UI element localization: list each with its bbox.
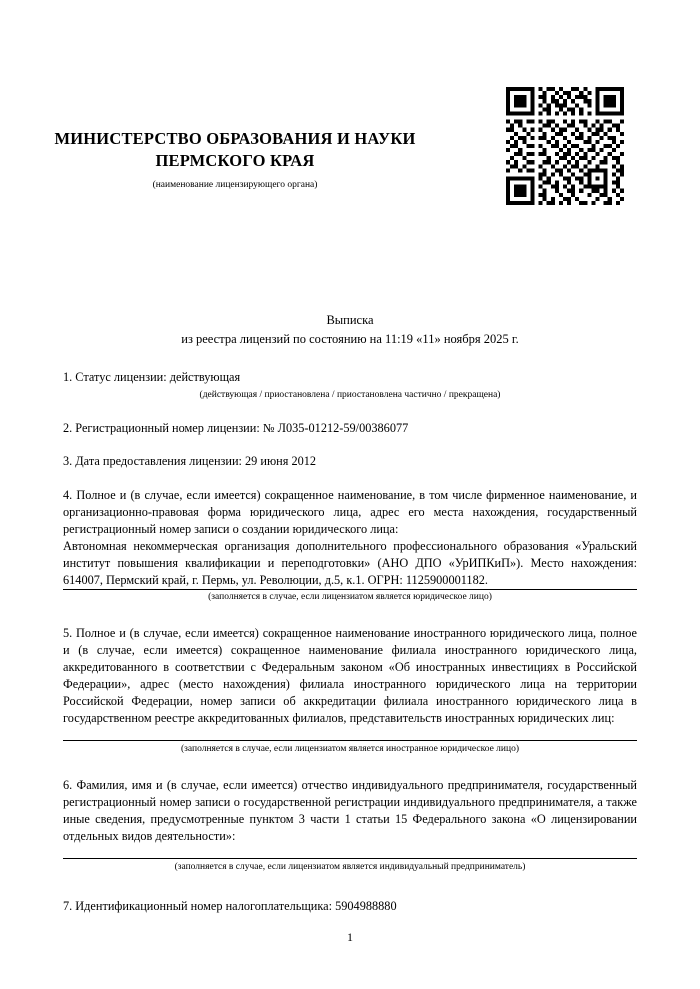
item-4-value: Автономная некоммерческая организация дополнительного профессионального образования «Уральский институт повышения квалификации и переподготовки» (АНО ДПО «УрИПКиП»). Место нахождения: 614007, Пермский край, г. Пермь, ул. Революции, д.5, к.1. ОГРН: 1125900001182. [63, 539, 637, 587]
item-5-divider [63, 740, 637, 741]
qr-code-svg [506, 87, 624, 205]
document-title: Выписка [326, 313, 374, 327]
qr-code-icon [506, 87, 624, 205]
item-4-note: (заполняется в случае, если лицензиатом является юридическое лицо) [208, 592, 492, 602]
item-4-divider [63, 589, 637, 590]
item-6-divider [63, 858, 637, 859]
item-4-text: 4. Полное и (в случае, если имеется) сокращенное наименование, в том числе фирменное наименование, и организационно-правовая форма юридического лица, адрес его места нахождения, государственный регистрационный номер записи о создании юридического лица: [63, 488, 637, 536]
item-1-text: 1. Статус лицензии: действующая [63, 370, 241, 384]
item-1-note: (действующая / приостановлена / приостановлена частично / прекращена) [199, 390, 501, 400]
item-5-text: 5. Полное и (в случае, если имеется) сокращенное наименование иностранного юридического лица, полное и (в случае, если имеется) сокращенное наименование филиала иностранного юридического лица, аккредитованного в соответствии с Федеральным законом «Об иностранных инвестициях в Российской Федерации», адрес (место нахождения) филиала иностранного юридического лица на территории Российской Федерации, номер записи об аккредитации филиала иностранного юридического лица в государственном реестре аккредитованных филиалов, представительств иностранных юридических лиц: [63, 626, 637, 725]
item-2-text: 2. Регистрационный номер лицензии: № Л035-01212-59/00386077 [63, 421, 409, 435]
item-6-text: 6. Фамилия, имя и (в случае, если имеется) отчество индивидуального предпринимателя, государственный регистрационный номер записи о государственной регистрации индивидуального предпринимателя, а также иные сведения, предусмотренные пунктом 3 части 1 статьи 15 Федерального закона «О лицензировании отдельных видов деятельности»: [63, 778, 637, 843]
document-subtitle: из реестра лицензий по состоянию на 11:19 «11» ноября 2025 г. [181, 332, 519, 346]
item-6-note: (заполняется в случае, если лицензиатом является индивидуальный предприниматель) [174, 862, 526, 872]
item-3-text: 3. Дата предоставления лицензии: 29 июня 2012 [63, 454, 317, 468]
item-5-note: (заполняется в случае, если лицензиатом является иностранное юридическое лицо) [181, 744, 519, 754]
item-7-text: 7. Идентификационный номер налогоплательщика: 5904988880 [63, 899, 397, 913]
ministry-title: МИНИСТЕРСТВО ОБРАЗОВАНИЯ И НАУКИ ПЕРМСКОГО КРАЯ [54, 129, 416, 171]
ministry-title-caption: (наименование лицензирующего органа) [152, 180, 318, 190]
page-number: 1 [347, 930, 353, 944]
